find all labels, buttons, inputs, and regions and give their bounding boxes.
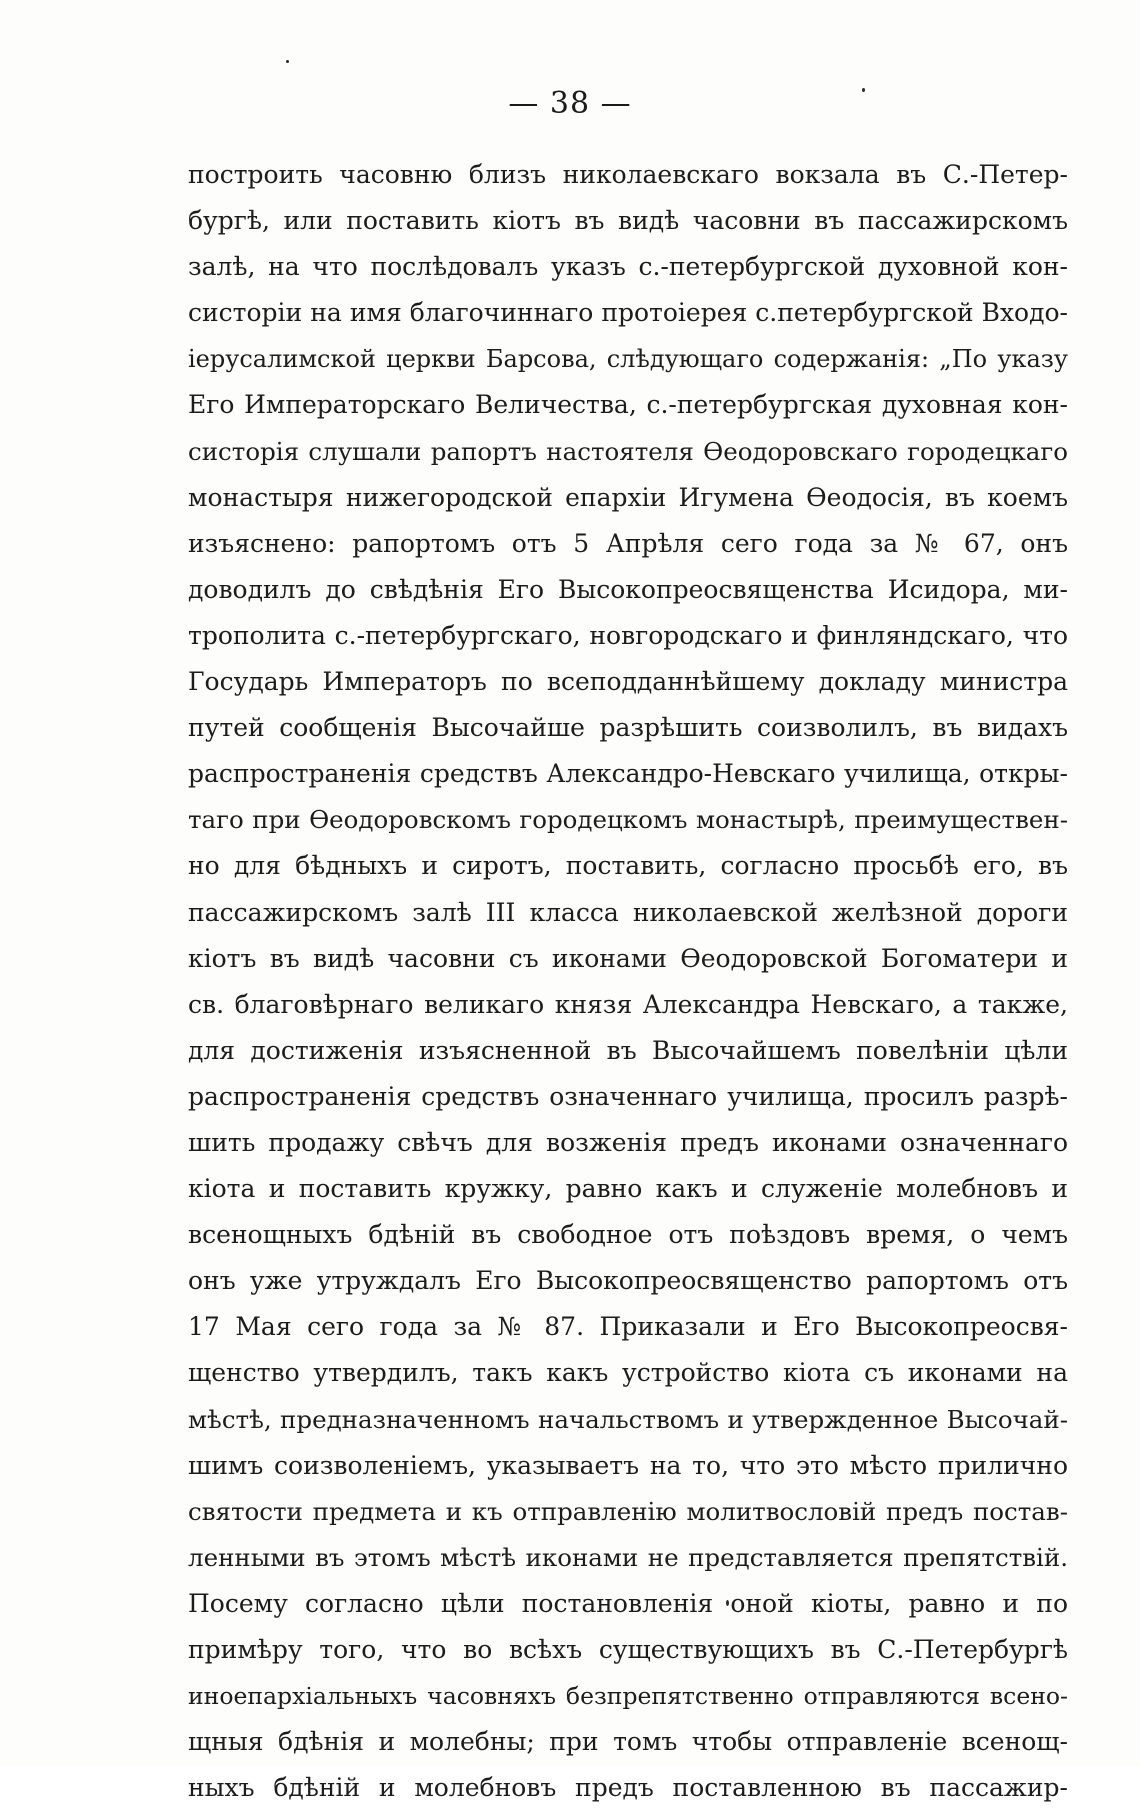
text-line: кіота и поставить кружку, равно какъ и служеніе молебновъ и (188, 1174, 1068, 1204)
text-line: щныя бдѣнія и молебны; при томъ чтобы отправленіе всенощ- (188, 1727, 1068, 1757)
text-line: путей сообщенія Высочайше разрѣшить соизволилъ, въ видахъ (188, 713, 1068, 743)
text-line: кіотъ въ видѣ часовни съ иконами Өеодоровской Богоматери и (188, 943, 1068, 973)
text-line: но для бѣдныхъ и сиротъ, поставить, согласно просьбѣ его, въ (188, 851, 1068, 881)
page-number: — 38 — (508, 86, 632, 121)
text-line: распространенія средствъ означеннаго училища, просилъ разрѣ- (188, 1081, 1068, 1111)
text-line: св. благовѣрнаго великаго князя Александра Невскаго, а также, (188, 989, 1068, 1019)
text-line: пассажирскомъ залѣ III класса николаевской желѣзной дороги (188, 897, 1068, 927)
text-line: всенощныхъ бдѣній въ свободное отъ поѣздовъ время, о чемъ (188, 1220, 1068, 1250)
text-line: систоріи на имя благочиннаго протоіерея с.петербургской Входо- (188, 298, 1068, 328)
text-line: распространенія средствъ Александро-Невскаго училища, откры- (188, 759, 1068, 789)
text-line: щенство утвердилъ, такъ какъ устройство кіота съ иконами на (188, 1358, 1068, 1388)
text-line: изъяснено: рапортомъ отъ 5 Апрѣля сего года за № 67, онъ (188, 528, 1068, 558)
text-line: ныхъ бдѣній и молебновъ предъ поставленною въ пассажир- (188, 1773, 1068, 1803)
text-line: таго при Өеодоровскомъ городецкомъ монастырѣ, преимуществен- (188, 805, 1068, 835)
ink-speck (862, 88, 865, 92)
text-line: шимъ соизволеніемъ, указываетъ на то, что это мѣсто прилично (188, 1450, 1068, 1480)
text-line: онъ уже утруждалъ Его Высокопреосвященство рапортомъ отъ (188, 1266, 1068, 1296)
text-line: бургѣ, или поставить кіотъ въ видѣ часовни въ пассажирскомъ (188, 206, 1068, 236)
text-line: трополита с.-петербургскаго, новгородскаго и финляндскаго, что (188, 620, 1068, 650)
text-line: Посему согласно цѣли постановленія оной кіоты, равно и по (188, 1588, 1068, 1618)
text-line: мѣстѣ, предназначенномъ начальствомъ и утвержденное Высочай- (188, 1404, 1068, 1434)
text-line: ленными въ этомъ мѣстѣ иконами не представляется препятствій. (188, 1542, 1068, 1572)
text-line: 17 Мая сего года за № 87. Приказали и Его Высокопреосвя- (188, 1312, 1068, 1342)
text-line: залѣ, на что послѣдовалъ указъ с.-петербургской духовной кон- (188, 252, 1068, 282)
ink-speck (286, 60, 289, 63)
text-line: Государь Императоръ по всеподданнѣйшему докладу министра (188, 667, 1068, 697)
text-line: іерусалимской церкви Барсова, слѣдующаго содержанія: „По указу (188, 345, 1068, 374)
text-line: систорія слушали рапортъ настоятеля Өеодоровскаго городецкаго (188, 436, 1068, 466)
text-line: святости предмета и къ отправленію молитвословій предъ постав- (188, 1496, 1068, 1526)
text-line: Его Императорскаго Величества, с.-петербургская духовная кон- (188, 390, 1068, 420)
text-line: построить часовню близъ николаевскаго вокзала въ С.-Петер- (188, 160, 1068, 189)
text-line: шить продажу свѣчъ для возженія предъ иконами означеннаго (188, 1127, 1068, 1157)
text-line: доводилъ до свѣдѣнія Его Высокопреосвященства Исидора, ми- (188, 574, 1068, 604)
text-line: иноепархіальныхъ часовняхъ безпрепятственно отправляются всено- (188, 1682, 1068, 1711)
text-line: для достиженія изъясненной въ Высочайшемъ повелѣніи цѣли (188, 1035, 1068, 1065)
body-text (188, 152, 1068, 1811)
text-line: монастыря нижегородской епархіи Игумена Өеодосія, въ коемъ (188, 482, 1068, 512)
text-line: примѣру того, что во всѣхъ существующихъ въ С.-Петербургѣ (188, 1635, 1068, 1664)
